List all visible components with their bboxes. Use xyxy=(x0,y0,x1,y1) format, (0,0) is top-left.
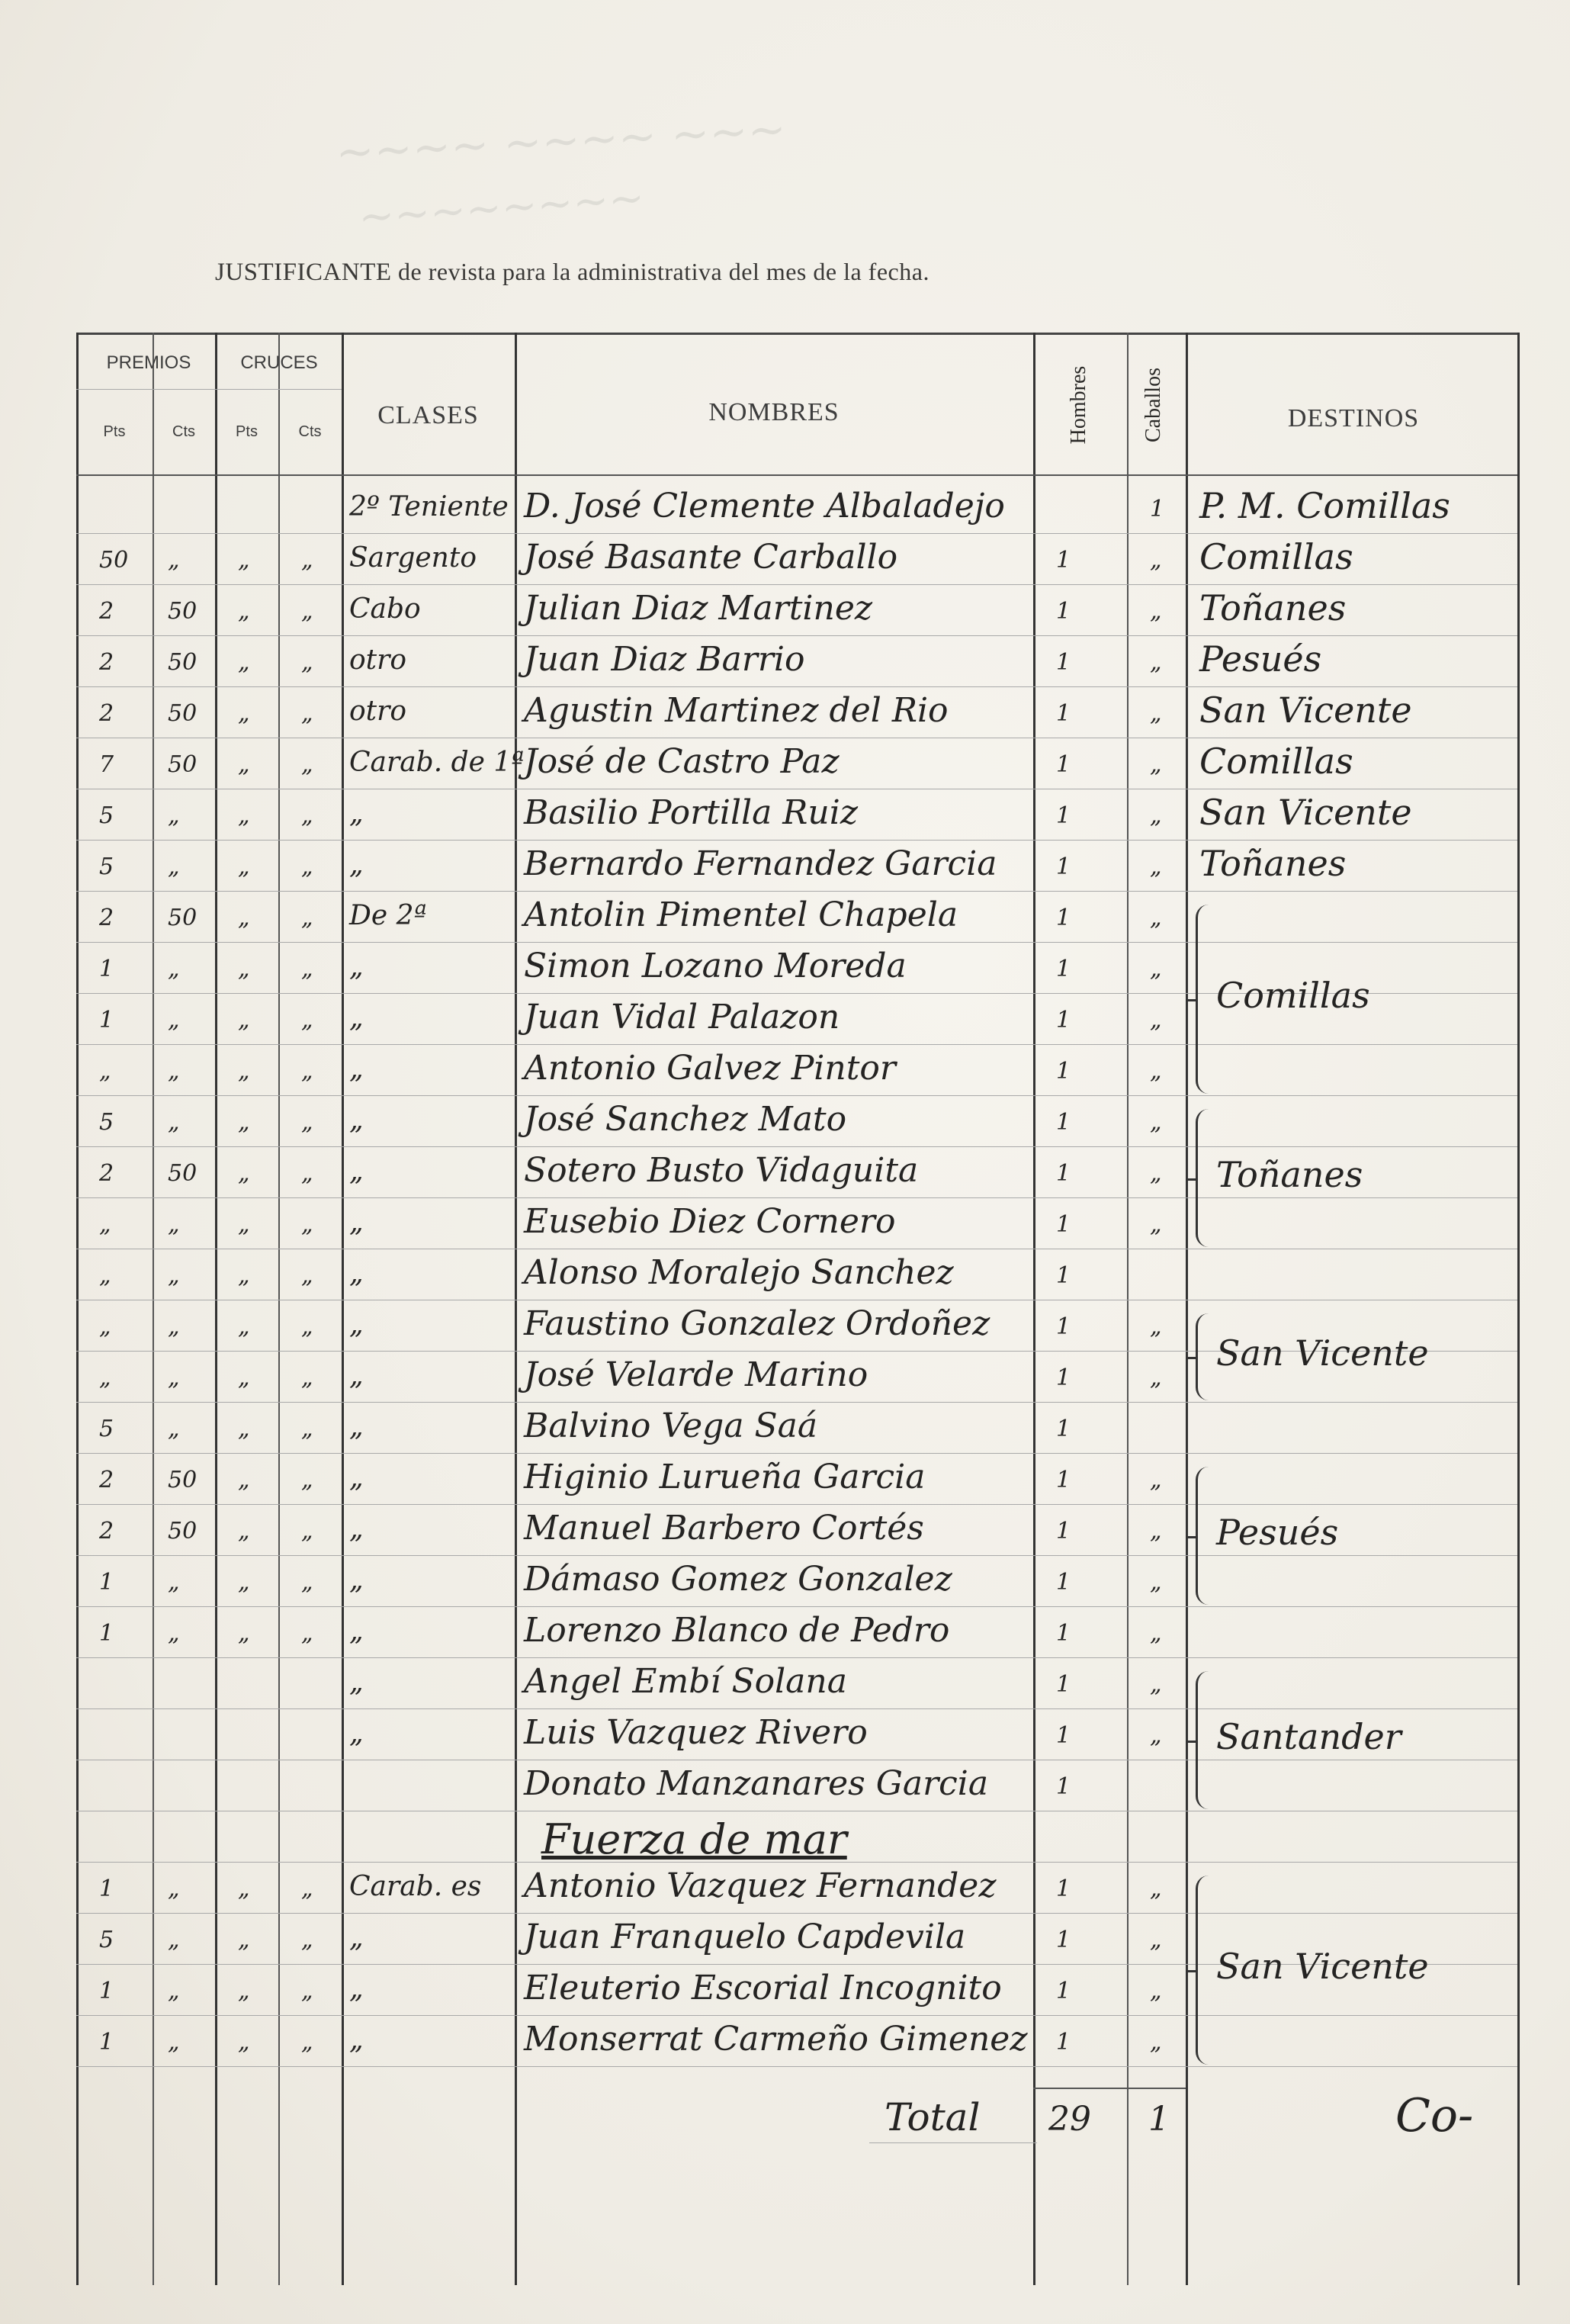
nombre-cell: Sotero Busto Vidaguita xyxy=(524,1151,919,1190)
cruz-pts: „ xyxy=(238,598,250,625)
cruz-pts: „ xyxy=(238,547,250,574)
hombres-cell: 1 xyxy=(1056,1365,1071,1391)
premio-cts: „ xyxy=(168,1365,180,1391)
row-rule xyxy=(76,1044,1517,1045)
group-brace xyxy=(1196,1109,1209,1247)
cruz-cts: „ xyxy=(301,905,313,931)
cruz-cts: „ xyxy=(301,1978,313,2004)
caballos-cell: „ xyxy=(1150,2029,1162,2056)
cruz-pts: „ xyxy=(238,2029,250,2056)
cruz-cts: „ xyxy=(301,956,313,982)
cruz-cts: „ xyxy=(301,853,313,880)
clase-cell: otro xyxy=(349,644,407,676)
nombre-cell: Faustino Gonzalez Ordoñez xyxy=(524,1304,990,1343)
column-rule xyxy=(278,333,280,2285)
hombres-cell: 1 xyxy=(1056,853,1071,880)
premio-cts: „ xyxy=(168,1416,180,1442)
row-rule xyxy=(76,942,1517,943)
caballos-cell: „ xyxy=(1150,1518,1162,1545)
premio-cts: 50 xyxy=(168,1160,197,1187)
clase-cell: „ xyxy=(349,1156,364,1187)
clase-cell: „ xyxy=(349,2024,364,2056)
nombre-cell: José Basante Carballo xyxy=(524,538,898,577)
caballos-cell: „ xyxy=(1150,1876,1162,1902)
hombres-cell: 1 xyxy=(1056,1722,1071,1749)
nombre-cell: Alonso Moralejo Sanchez xyxy=(524,1253,954,1292)
hombres-cell: 1 xyxy=(1056,1211,1071,1238)
clases-header: CLASES xyxy=(377,401,479,429)
hombres-cell: 1 xyxy=(1056,1160,1071,1187)
nombre-cell: Luis Vazquez Rivero xyxy=(524,1713,868,1752)
row-rule xyxy=(76,1146,1517,1147)
premio-cts: „ xyxy=(168,2029,180,2056)
clase-cell: „ xyxy=(349,849,364,880)
premio-cts: „ xyxy=(168,1876,180,1902)
column-rule xyxy=(1186,333,1188,2285)
cruz-cts: „ xyxy=(301,1518,313,1545)
caballos-cell: „ xyxy=(1150,598,1162,625)
hombres-cell: 1 xyxy=(1056,1773,1071,1800)
group-brace xyxy=(1196,1313,1209,1400)
premio-pts: 2 xyxy=(99,1160,114,1187)
hombres-cell: 1 xyxy=(1056,1058,1071,1085)
nombre-cell: Monserrat Carmeño Gimenez xyxy=(524,2020,1028,2059)
caballos-cell: „ xyxy=(1150,1467,1162,1493)
cruz-cts: „ xyxy=(301,700,313,727)
header-subrule xyxy=(76,389,342,390)
hombres-cell: 1 xyxy=(1056,1313,1071,1340)
cruz-pts: „ xyxy=(238,956,250,982)
caballos-cell: „ xyxy=(1150,1569,1162,1596)
cruz-pts: „ xyxy=(238,751,250,778)
clase-cell: „ xyxy=(349,1922,364,1953)
hombres-cell: 1 xyxy=(1056,547,1071,574)
clase-cell: Cabo xyxy=(349,593,421,625)
clase-cell: „ xyxy=(349,1718,364,1749)
premio-pts: 1 xyxy=(99,1007,114,1033)
nombre-cell: José Sanchez Mato xyxy=(524,1100,847,1139)
cruz-pts: „ xyxy=(238,1211,250,1238)
clase-cell: „ xyxy=(349,1258,364,1289)
cruz-cts: „ xyxy=(301,1876,313,1902)
premio-cts: „ xyxy=(168,1620,180,1647)
row-rule xyxy=(76,840,1517,841)
cruz-cts: „ xyxy=(301,1262,313,1289)
premio-cts: „ xyxy=(168,1058,180,1085)
premio-pts: „ xyxy=(99,1262,111,1289)
column-rule xyxy=(215,333,217,2285)
cruz-cts: „ xyxy=(301,1416,313,1442)
caballos-cell: „ xyxy=(1150,1313,1162,1340)
cruz-pts: „ xyxy=(238,1262,250,1289)
cruz-cts: „ xyxy=(301,1109,313,1136)
total-rule xyxy=(1033,2088,1186,2089)
premio-pts: „ xyxy=(99,1313,111,1340)
document-title xyxy=(215,258,929,287)
cruz-pts: „ xyxy=(238,905,250,931)
row-rule xyxy=(76,1453,1517,1454)
caballos-cell: „ xyxy=(1150,1007,1162,1033)
cruz-cts: „ xyxy=(301,1211,313,1238)
premio-cts: „ xyxy=(168,1978,180,2004)
premio-cts: 50 xyxy=(168,1518,197,1545)
row-rule xyxy=(76,1197,1517,1198)
premio-pts: 7 xyxy=(99,751,114,778)
caballos-cell: 1 xyxy=(1150,496,1165,522)
row-rule xyxy=(76,1504,1517,1505)
hombres-cell: 1 xyxy=(1056,598,1071,625)
clase-cell: „ xyxy=(349,951,364,982)
nombre-cell: José Velarde Marino xyxy=(524,1355,868,1394)
hombres-cell: 1 xyxy=(1056,956,1071,982)
clase-cell: otro xyxy=(349,696,407,727)
premio-cts: 50 xyxy=(168,598,197,625)
cruz-cts: „ xyxy=(301,1927,313,1953)
cruz-cts: „ xyxy=(301,1365,313,1391)
nombre-cell: Manuel Barbero Cortés xyxy=(524,1509,924,1548)
premio-pts: 5 xyxy=(99,853,114,880)
hombres-cell: 1 xyxy=(1056,1262,1071,1289)
row-rule xyxy=(76,686,1517,687)
cruz-pts: „ xyxy=(238,1467,250,1493)
cruz-pts: „ xyxy=(238,1569,250,1596)
premio-cts: „ xyxy=(168,853,180,880)
hombres-cell: 1 xyxy=(1056,1671,1071,1698)
caballos-cell: „ xyxy=(1150,1211,1162,1238)
premio-pts: 2 xyxy=(99,700,114,727)
cruz-pts: „ xyxy=(238,649,250,676)
premio-pts: 2 xyxy=(99,1467,114,1493)
caballos-cell: „ xyxy=(1150,802,1162,829)
nombre-cell: Agustin Martinez del Rio xyxy=(524,691,949,730)
clase-cell: „ xyxy=(349,1002,364,1033)
cruz-cts: „ xyxy=(301,598,313,625)
cts-header: Cts xyxy=(298,423,322,440)
title-bold: JUSTIFICANTE xyxy=(215,259,392,286)
premio-cts: 50 xyxy=(168,649,197,676)
column-rule xyxy=(1127,333,1129,2285)
premio-cts: 50 xyxy=(168,905,197,931)
premio-cts: „ xyxy=(168,1007,180,1033)
premio-cts: 50 xyxy=(168,700,197,727)
cruces-header: CRUCES xyxy=(240,352,318,373)
nombre-cell: Eleuterio Escorial Incognito xyxy=(524,1969,1002,2007)
caballos-cell: „ xyxy=(1150,1620,1162,1647)
premio-pts: 50 xyxy=(99,547,129,574)
nombre-cell: Bernardo Fernandez Garcia xyxy=(524,844,997,883)
cts-header: Cts xyxy=(172,423,195,440)
hombres-cell: 1 xyxy=(1056,1876,1071,1902)
premio-pts: 5 xyxy=(99,802,114,829)
row-rule xyxy=(76,1913,1517,1914)
cruz-pts: „ xyxy=(238,1518,250,1545)
nombre-cell: Eusebio Diez Cornero xyxy=(524,1202,896,1241)
clase-cell: „ xyxy=(349,1564,364,1596)
cruz-pts: „ xyxy=(238,1365,250,1391)
destino-cell: Comillas xyxy=(1199,741,1353,782)
nombre-cell: Higinio Lurueña Garcia xyxy=(524,1458,926,1496)
nombre-cell: Balvino Vega Saá xyxy=(524,1406,818,1445)
cruz-pts: „ xyxy=(238,802,250,829)
hombres-cell: 1 xyxy=(1056,802,1071,829)
hombres-cell: 1 xyxy=(1056,1569,1071,1596)
row-rule xyxy=(76,1657,1517,1658)
group-brace xyxy=(1196,1671,1209,1809)
cruz-cts: „ xyxy=(301,1467,313,1493)
destino-cell: P. M. Comillas xyxy=(1199,485,1450,526)
clase-cell: „ xyxy=(349,1309,364,1340)
hombres-cell: 1 xyxy=(1056,751,1071,778)
premio-pts: „ xyxy=(99,1365,111,1391)
group-brace xyxy=(1196,905,1209,1094)
premio-cts: „ xyxy=(168,1262,180,1289)
hombres-cell: 1 xyxy=(1056,905,1071,931)
group-brace xyxy=(1196,1467,1209,1605)
premio-pts: 1 xyxy=(99,1620,114,1647)
cruz-pts: „ xyxy=(238,1058,250,1085)
row-rule xyxy=(76,1555,1517,1556)
caballos-cell: „ xyxy=(1150,905,1162,931)
group-destination: Santander xyxy=(1216,1715,1401,1757)
column-rule xyxy=(1033,333,1035,2285)
bleed-through-mark: ~~~~ ~~~~ ~~~ xyxy=(334,102,788,180)
group-destination: San Vicente xyxy=(1216,1332,1429,1374)
premio-pts: 1 xyxy=(99,1569,114,1596)
hombres-cell: 1 xyxy=(1056,1416,1071,1442)
cruz-pts: „ xyxy=(238,1927,250,1953)
group-destination: San Vicente xyxy=(1216,1946,1429,1987)
column-rule xyxy=(76,333,79,2285)
clase-cell: „ xyxy=(349,1615,364,1647)
hombres-cell: 1 xyxy=(1056,1109,1071,1136)
cruz-pts: „ xyxy=(238,1007,250,1033)
nombre-cell: Juan Diaz Barrio xyxy=(524,640,805,679)
destinos-header: DESTINOS xyxy=(1287,404,1420,432)
row-rule xyxy=(76,1402,1517,1403)
cruz-cts: „ xyxy=(301,1058,313,1085)
premio-cts: 50 xyxy=(168,751,197,778)
premio-pts: 2 xyxy=(99,649,114,676)
hombres-cell: 1 xyxy=(1056,1620,1071,1647)
cruz-pts: „ xyxy=(238,1876,250,1902)
premio-pts: 1 xyxy=(99,1876,114,1902)
caballos-cell: „ xyxy=(1150,1365,1162,1391)
pts-header: Pts xyxy=(236,423,258,440)
row-rule xyxy=(76,2015,1517,2016)
cruz-cts: „ xyxy=(301,1313,313,1340)
total-underline xyxy=(869,2142,1037,2143)
hombres-cell: 1 xyxy=(1056,1467,1071,1493)
premio-cts: „ xyxy=(168,1927,180,1953)
premio-pts: 2 xyxy=(99,598,114,625)
total-hombres: 29 xyxy=(1048,2100,1091,2139)
caballos-cell: „ xyxy=(1150,853,1162,880)
hombres-header: Hombres xyxy=(1067,365,1090,445)
nombre-cell: Dámaso Gomez Gonzalez xyxy=(524,1560,952,1599)
premio-cts: „ xyxy=(168,956,180,982)
caballos-header: Caballos xyxy=(1141,368,1165,442)
hombres-cell: 1 xyxy=(1056,1518,1071,1545)
cruz-cts: „ xyxy=(301,751,313,778)
hombres-cell: 1 xyxy=(1056,700,1071,727)
group-destination: Pesués xyxy=(1216,1511,1339,1553)
cruz-cts: „ xyxy=(301,1160,313,1187)
clase-cell: Carab. es xyxy=(349,1871,482,1902)
premio-pts: „ xyxy=(99,1058,111,1085)
column-rule xyxy=(342,333,344,2285)
premio-pts: 1 xyxy=(99,1978,114,2004)
premio-cts: „ xyxy=(168,802,180,829)
row-rule xyxy=(76,533,1517,534)
nombre-cell: Antonio Vazquez Fernandez xyxy=(524,1866,997,1905)
nombre-cell: D. José Clemente Albaladejo xyxy=(524,487,1005,526)
total-caballos: 1 xyxy=(1148,2100,1170,2139)
row-rule xyxy=(76,584,1517,585)
cruz-cts: „ xyxy=(301,547,313,574)
nombre-cell: Fuerza de mar xyxy=(541,1815,847,1863)
hombres-cell: 1 xyxy=(1056,2029,1071,2056)
premio-pts: 2 xyxy=(99,905,114,931)
total-note: Co- xyxy=(1395,2089,1474,2142)
premio-cts: „ xyxy=(168,1211,180,1238)
cruz-cts: „ xyxy=(301,2029,313,2056)
caballos-cell: „ xyxy=(1150,547,1162,574)
cruz-cts: „ xyxy=(301,1620,313,1647)
clase-cell: „ xyxy=(349,1207,364,1238)
clase-cell: Carab. de 1ª xyxy=(349,747,525,778)
premio-cts: „ xyxy=(168,1313,180,1340)
destino-cell: Toñanes xyxy=(1199,843,1347,884)
nombre-cell: Julian Diaz Martinez xyxy=(524,589,873,628)
row-rule xyxy=(76,1095,1517,1096)
premio-pts: „ xyxy=(99,1211,111,1238)
caballos-cell: „ xyxy=(1150,751,1162,778)
premio-cts: 50 xyxy=(168,1467,197,1493)
nombre-cell: Basilio Portilla Ruiz xyxy=(524,793,859,832)
title-rest: de revista para la administrativa del mes de la fecha. xyxy=(398,258,929,285)
hombres-cell: 1 xyxy=(1056,649,1071,676)
cruz-cts: „ xyxy=(301,802,313,829)
clase-cell: 2º Teniente xyxy=(349,491,509,522)
header-rule xyxy=(76,474,1517,476)
row-rule xyxy=(76,891,1517,892)
caballos-cell: „ xyxy=(1150,1109,1162,1136)
nombre-cell: Donato Manzanares Garcia xyxy=(524,1764,989,1803)
column-rule xyxy=(153,333,154,2285)
nombre-cell: Antonio Galvez Pintor xyxy=(524,1049,896,1088)
premio-cts: „ xyxy=(168,547,180,574)
column-rule xyxy=(1517,333,1520,2285)
caballos-cell: „ xyxy=(1150,1671,1162,1698)
premios-header: PREMIOS xyxy=(106,352,191,373)
clase-cell: „ xyxy=(349,1513,364,1545)
nombre-cell: José de Castro Paz xyxy=(524,742,840,781)
cruz-pts: „ xyxy=(238,1109,250,1136)
cruz-pts: „ xyxy=(238,1160,250,1187)
row-rule xyxy=(76,2066,1517,2067)
premio-pts: 5 xyxy=(99,1416,114,1442)
premio-pts: 5 xyxy=(99,1109,114,1136)
pts-header: Pts xyxy=(103,423,126,440)
nombre-cell: Lorenzo Blanco de Pedro xyxy=(524,1611,950,1650)
clase-cell: De 2ª xyxy=(349,900,427,931)
caballos-cell: „ xyxy=(1150,1978,1162,2004)
group-brace xyxy=(1196,1876,1209,2065)
destino-cell: San Vicente xyxy=(1199,689,1412,731)
cruz-pts: „ xyxy=(238,1978,250,2004)
destino-cell: San Vicente xyxy=(1199,792,1412,833)
premio-pts: 2 xyxy=(99,1518,114,1545)
caballos-cell: „ xyxy=(1150,1160,1162,1187)
destino-cell: Comillas xyxy=(1199,536,1353,577)
destino-cell: Pesués xyxy=(1199,638,1322,680)
cruz-cts: „ xyxy=(301,1569,313,1596)
column-rule xyxy=(515,333,517,2285)
cruz-pts: „ xyxy=(238,1313,250,1340)
cruz-pts: „ xyxy=(238,700,250,727)
bleed-through-mark: ~~~~~~~~ xyxy=(357,172,647,243)
clase-cell: „ xyxy=(349,1973,364,2004)
total-label: Total xyxy=(885,2095,981,2139)
premio-cts: „ xyxy=(168,1109,180,1136)
caballos-cell: „ xyxy=(1150,956,1162,982)
clase-cell: „ xyxy=(349,1411,364,1442)
cruz-pts: „ xyxy=(238,1620,250,1647)
clase-cell: „ xyxy=(349,1104,364,1136)
premio-pts: 1 xyxy=(99,2029,114,2056)
cruz-pts: „ xyxy=(238,853,250,880)
caballos-cell: „ xyxy=(1150,700,1162,727)
clase-cell: „ xyxy=(349,1462,364,1493)
clase-cell: „ xyxy=(349,798,364,829)
row-rule xyxy=(76,1606,1517,1607)
hombres-cell: 1 xyxy=(1056,1927,1071,1953)
caballos-cell: „ xyxy=(1150,1722,1162,1749)
row-rule xyxy=(76,1708,1517,1709)
clase-cell: „ xyxy=(349,1667,364,1698)
cruz-cts: „ xyxy=(301,649,313,676)
nombres-header: NOMBRES xyxy=(708,398,840,426)
clase-cell: Sargento xyxy=(349,542,477,574)
group-destination: Toñanes xyxy=(1216,1153,1363,1195)
clase-cell: „ xyxy=(349,1360,364,1391)
premio-pts: 1 xyxy=(99,956,114,982)
cruz-pts: „ xyxy=(238,1416,250,1442)
clase-cell: „ xyxy=(349,1053,364,1085)
caballos-cell: „ xyxy=(1150,649,1162,676)
row-rule xyxy=(76,635,1517,636)
premio-cts: „ xyxy=(168,1569,180,1596)
nombre-cell: Juan Vidal Palazon xyxy=(524,998,840,1037)
caballos-cell: „ xyxy=(1150,1927,1162,1953)
nombre-cell: Juan Franquelo Capdevila xyxy=(524,1917,966,1956)
hombres-cell: 1 xyxy=(1056,1007,1071,1033)
nombre-cell: Angel Embí Solana xyxy=(524,1662,847,1701)
premio-pts: 5 xyxy=(99,1927,114,1953)
cruz-cts: „ xyxy=(301,1007,313,1033)
hombres-cell: 1 xyxy=(1056,1978,1071,2004)
caballos-cell: „ xyxy=(1150,1058,1162,1085)
destino-cell: Toñanes xyxy=(1199,587,1347,628)
nombre-cell: Antolin Pimentel Chapela xyxy=(524,895,958,934)
group-destination: Comillas xyxy=(1216,975,1370,1016)
nombre-cell: Simon Lozano Moreda xyxy=(524,947,907,985)
